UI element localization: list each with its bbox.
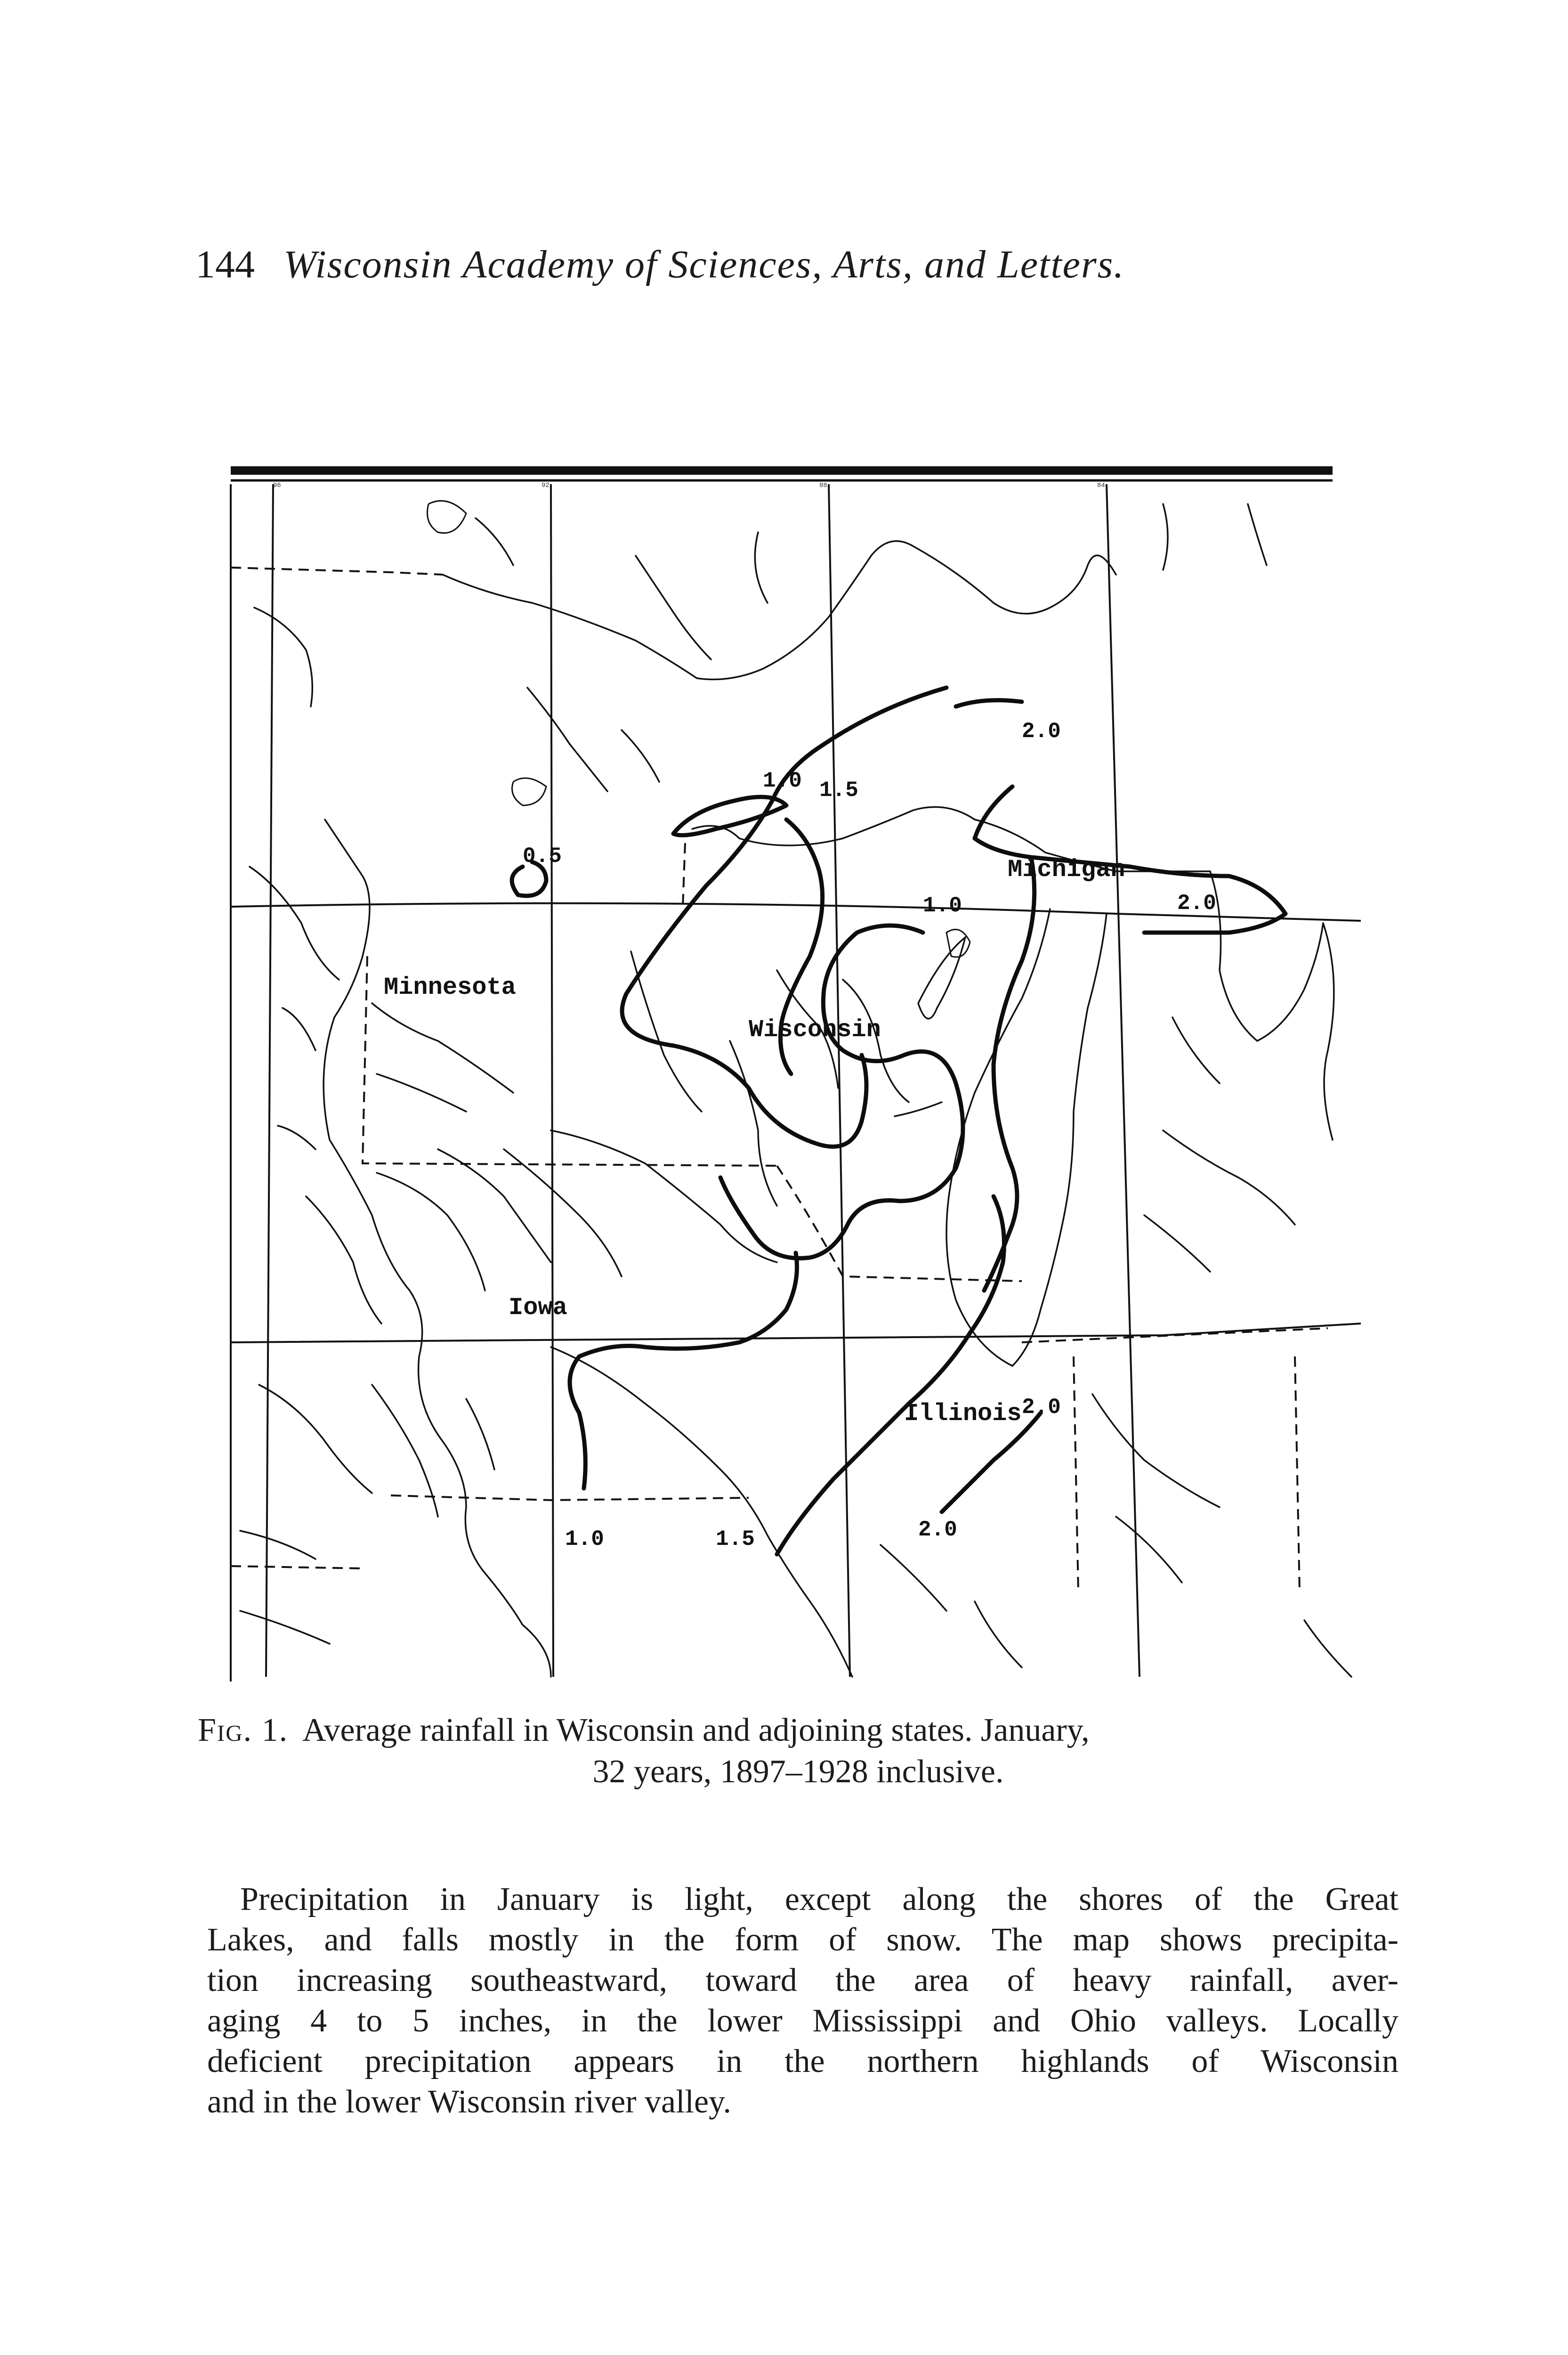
figure-map — [221, 462, 1366, 1681]
body-line: tion increasing southeastward, toward the area of heavy rainfall, aver- — [207, 1962, 1398, 1998]
map-top-border — [231, 466, 1333, 475]
small-lakes — [428, 501, 970, 957]
caption-line-1: Average rainfall in Wisconsin and adjoining states. January, — [302, 1712, 1090, 1748]
isohyet-label: 1.5 — [819, 778, 858, 803]
isohyet-1-5-main — [622, 688, 946, 1146]
lon-label-96: 96 — [273, 482, 281, 489]
isohyet-lines — [512, 688, 1285, 1554]
body-line: aging 4 to 5 inches, in the lower Mississippi and Ohio valleys. Locally — [207, 2003, 1398, 2039]
body-line: Precipitation in January is light, except along the shores of the Great — [240, 1881, 1398, 1917]
isohyet-label: 1.5 — [716, 1527, 755, 1551]
isohyet-label: 2.0 — [1177, 891, 1216, 916]
journal-title: Wisconsin Academy of Sciences, Arts, and Letters. — [283, 243, 1125, 286]
figure-label: Fig. 1. — [198, 1712, 289, 1748]
rivers-and-shorelines — [240, 504, 1351, 1677]
state-label-michigan: Michigan — [1008, 856, 1125, 884]
caption-line-2: 32 years, 1897–1928 inclusive. — [592, 1754, 1004, 1790]
running-head — [195, 245, 1373, 284]
state-label-illinois: Illinois — [904, 1400, 1022, 1428]
isohyet-1-5-south — [777, 1196, 1004, 1554]
isohyet-2-0-lake — [984, 857, 1035, 1291]
isohyet-label: 2.0 — [918, 1518, 957, 1542]
state-label-wisconsin: Wisconsin — [749, 1016, 881, 1044]
isohyet-label: 1.0 — [923, 893, 962, 918]
state-label-minnesota: Minnesota — [384, 974, 516, 1001]
isohyet-label: 1.0 — [763, 769, 802, 793]
body-line: Lakes, and falls mostly in the form of snow. The map shows precipita- — [207, 1922, 1398, 1958]
page-number: 144 — [195, 243, 255, 286]
isohyet-label: 2.0 — [1022, 719, 1061, 744]
body-line: and in the lower Wisconsin river valley. — [207, 2084, 731, 2120]
isohyet-label: 2.0 — [1022, 1395, 1061, 1420]
figure-caption — [198, 1710, 1398, 1793]
lon-label-84: 84 — [1097, 482, 1105, 489]
isohyet-2-0-south — [942, 1413, 1041, 1512]
state-label-iowa: Iowa — [509, 1294, 567, 1322]
body-line: deficient precipitation appears in the northern highlands of Wisconsin — [207, 2043, 1398, 2079]
isohyet-label: 0.5 — [523, 844, 562, 869]
precipitation-map — [221, 462, 1366, 1681]
isohyet-label: 1.0 — [565, 1527, 604, 1551]
lon-label-92: 92 — [542, 482, 550, 489]
isohyet-2-0-tick — [956, 700, 1022, 706]
body-paragraph — [207, 1879, 1398, 2122]
lon-label-88: 88 — [819, 482, 827, 489]
isohyet-1-0-south — [570, 1253, 797, 1488]
